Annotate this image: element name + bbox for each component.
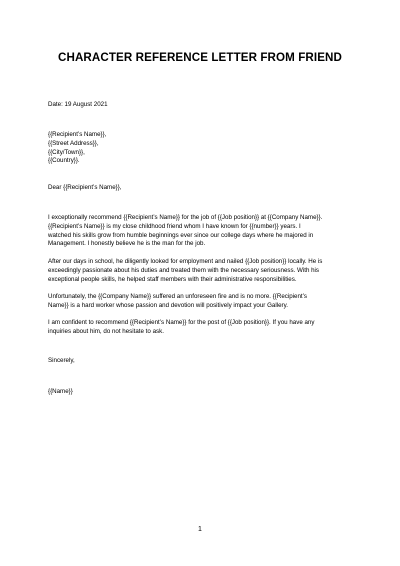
date-text: Date: 19 August 2021: [48, 101, 108, 108]
date-line: [48, 101, 364, 110]
signature-name: {{Name}}: [48, 388, 73, 395]
paragraph-employment: [48, 258, 364, 284]
recipient-address-block: [48, 131, 364, 166]
salutation-text: Dear {{Recipient’s Name}},: [48, 184, 122, 191]
paragraph-company-fire: [48, 293, 364, 311]
paragraph-line: After our days in school, he diligently looked for employment and nailed {{Job position}} locally. He is: [48, 258, 323, 265]
paragraph-line: inquiries about him, do not hesitate to ask.: [48, 327, 164, 335]
closing: [48, 357, 364, 366]
paragraph-line: Name}} is a hard worker whose passion and devotion will positively impact your Gallery.: [48, 301, 288, 309]
signature: [48, 388, 364, 397]
page-number: 1: [198, 526, 202, 533]
address-line-country: {{Country}}.: [48, 157, 80, 165]
address-line-recipient-name: {{Recipient’s Name}},: [48, 131, 107, 138]
paragraph-line: {{Recipient’s Name}} is my close childhood friend whom I have known for {{number}} years. I: [48, 222, 301, 230]
salutation: [48, 184, 364, 193]
paragraph-line: exceedingly passionate about his duties and treated them with the necessary seriousness. With his: [48, 266, 320, 274]
paragraph-line: Unfortunately, the {{Company Name}} suffered an unforeseen fire and is no more. {{Recipient’s: [48, 293, 308, 300]
address-line-city: {{City/Town}},: [48, 148, 85, 156]
paragraph-line: exceptional people skills, he helped staff members with their administrative responsibilities.: [48, 275, 297, 283]
paragraph-line: Management. I honestly believe he is the man for the job.: [48, 240, 206, 248]
paragraph-confidence: [48, 319, 364, 337]
paragraph-line: I am confident to recommend {{Recipient’s Name}} for the post of {{Job position}}. If you have any: [48, 319, 315, 326]
paragraph-recommendation: [48, 214, 364, 249]
paragraph-line: watched his skills grow from humble beginnings ever since our college days where he majored in: [48, 231, 314, 239]
closing-text: Sincerely,: [48, 357, 75, 364]
letter-title: CHARACTER REFERENCE LETTER FROM FRIEND: [58, 51, 342, 64]
paragraph-line: I exceptionally recommend {{Recipient’s Name}} for the job of {{Job position}} at {{Company Name}}.: [48, 214, 323, 221]
address-line-street: {{Street Address}},: [48, 139, 99, 147]
